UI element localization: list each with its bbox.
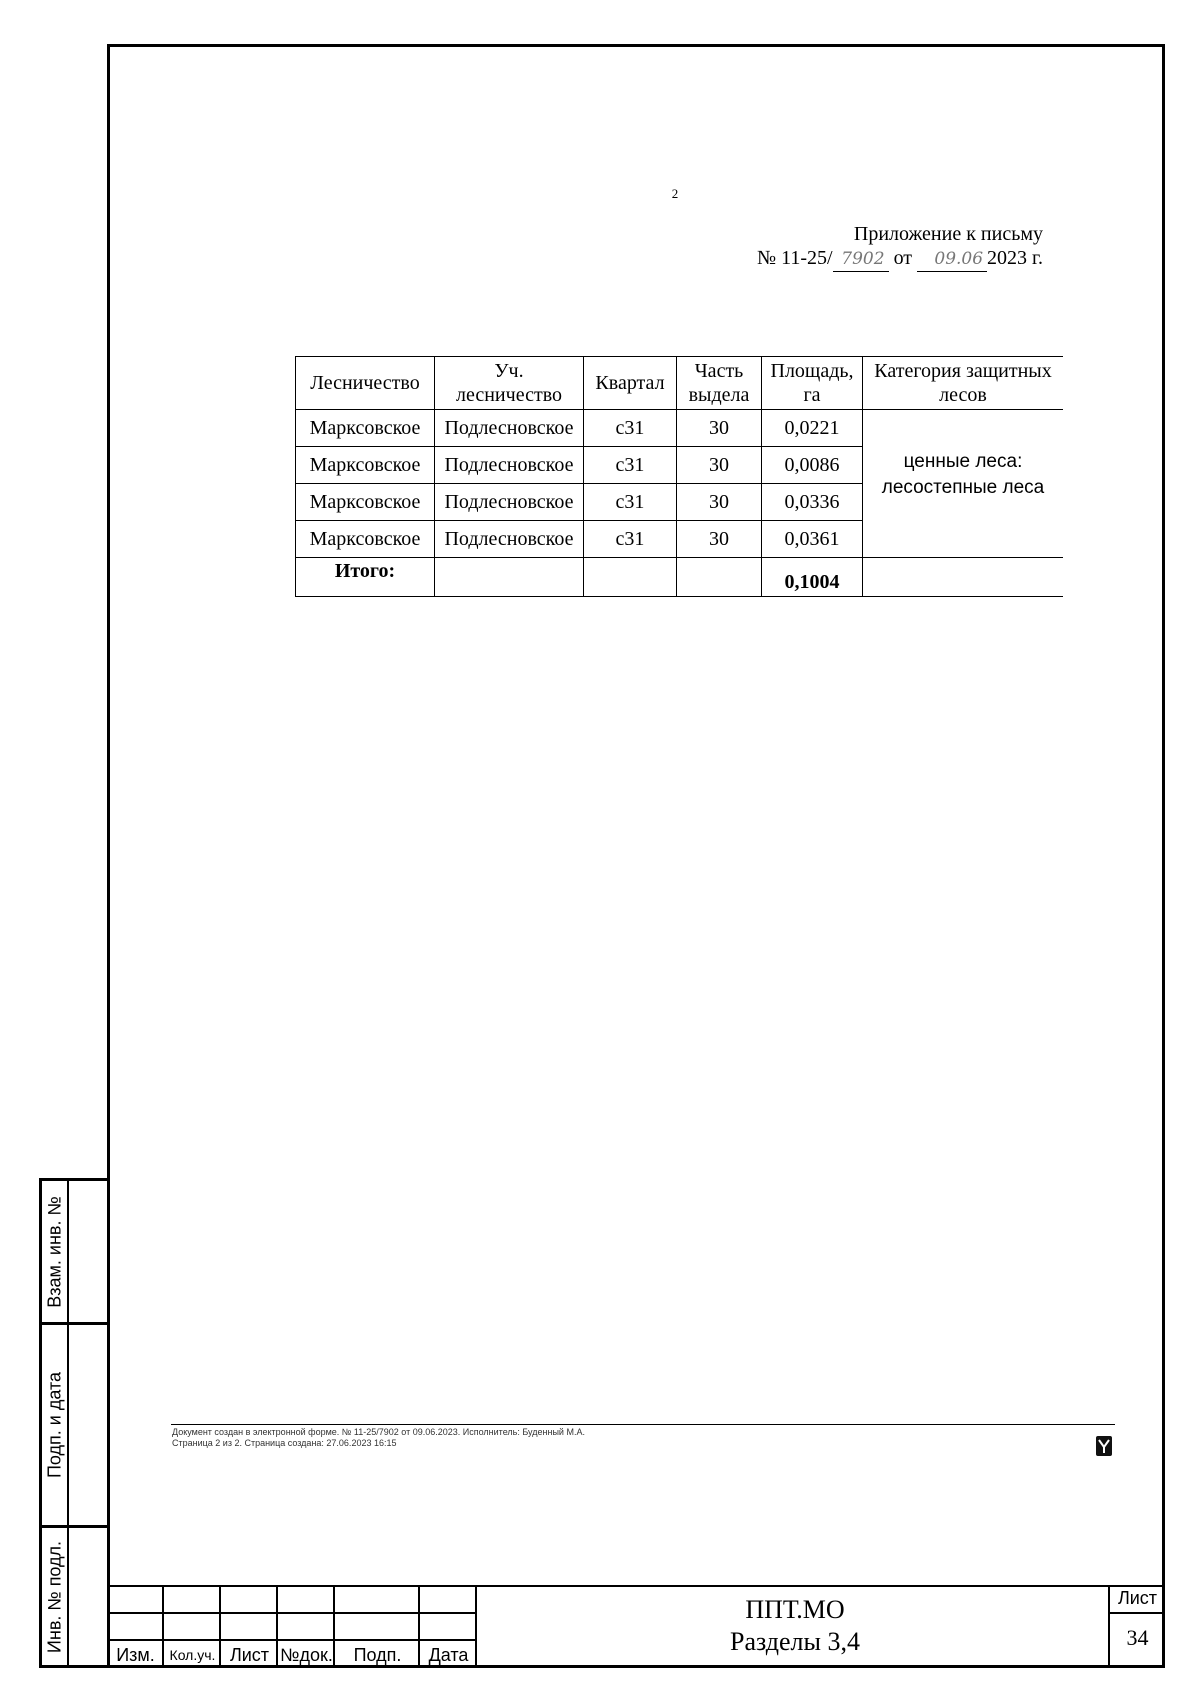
cell-subcompartment: 30 (677, 484, 762, 521)
title-block (107, 1585, 1165, 1668)
header-area: Площадь, га (762, 357, 863, 410)
side-cell-podp-data (39, 1325, 107, 1528)
appendix-header (757, 222, 1043, 272)
side-label-podp-data: Подп. и дата (44, 1371, 64, 1479)
cell-district-forestry: Подлесновское (435, 410, 584, 447)
document-stamp-icon (1096, 1436, 1112, 1456)
document-sections: Разделы 3,4 (729, 1627, 860, 1656)
col-label-kol-uch: Кол.уч. (169, 1647, 216, 1663)
handwritten-number: 7902 (833, 247, 889, 272)
cell-area: 0,0221 (762, 410, 863, 447)
table-total-row (296, 558, 1064, 597)
cell-forestry: Марксовское (296, 410, 435, 447)
cell-quarter: с31 (584, 410, 677, 447)
col-label-data: Дата (428, 1645, 469, 1665)
col-label-ndok: №док. (280, 1645, 333, 1665)
letter-year: 2023 г. (987, 247, 1043, 269)
cell-forestry: Марксовское (296, 447, 435, 484)
header-forestry: Лесничество (296, 357, 435, 410)
electronic-document-note (172, 1427, 585, 1449)
footer-line-1: Документ создан в электронной форме. № 11-25/7902 от 09.06.2023. Исполнитель: Буденный М.А. (172, 1427, 585, 1437)
total-empty-cell (435, 558, 584, 597)
cell-district-forestry: Подлесновское (435, 447, 584, 484)
sheet-label: Лист (1117, 1588, 1158, 1608)
forest-plots-table (295, 356, 1063, 597)
table-header-row (296, 357, 1064, 410)
from-word: от (893, 247, 913, 269)
col-label-izm: Изм. (116, 1645, 155, 1665)
total-empty-cell (677, 558, 762, 597)
header-protective-category: Категория защитных лесов (863, 357, 1064, 410)
handwritten-date: 09.06 (917, 247, 987, 272)
col-label-list: Лист (229, 1645, 270, 1665)
total-empty-cell (863, 558, 1064, 597)
header-subcompartment: Часть выдела (677, 357, 762, 410)
cell-quarter: с31 (584, 447, 677, 484)
cell-quarter: с31 (584, 484, 677, 521)
document-code: ППТ.МО (745, 1595, 845, 1624)
side-label-vzam: Взам. инв. № (44, 1195, 64, 1308)
table-row (296, 410, 1064, 447)
cell-district-forestry: Подлесновское (435, 521, 584, 558)
header-district-forestry: Уч. лесничество (435, 357, 584, 410)
appendix-title: Приложение к письму (853, 223, 1043, 245)
appendix-reference (757, 246, 1043, 272)
total-area: 0,1004 (762, 558, 863, 597)
page-number: 2 (671, 186, 679, 201)
sheet-divider-line (1110, 1612, 1165, 1614)
side-cell-vzam (39, 1178, 107, 1325)
total-empty-cell (584, 558, 677, 597)
cell-protective-category: ценные леса: лесостепные леса (863, 410, 1064, 558)
cell-subcompartment: 30 (677, 447, 762, 484)
cell-area: 0,0336 (762, 484, 863, 521)
cell-quarter: с31 (584, 521, 677, 558)
header-quarter: Квартал (584, 357, 677, 410)
footer-divider (171, 1424, 1115, 1425)
sheet-number: 34 (1126, 1625, 1149, 1650)
total-label: Итого: (296, 558, 435, 597)
cell-forestry: Марксовское (296, 484, 435, 521)
cell-subcompartment: 30 (677, 521, 762, 558)
cell-subcompartment: 30 (677, 410, 762, 447)
cell-area: 0,0086 (762, 447, 863, 484)
cell-area: 0,0361 (762, 521, 863, 558)
side-cell-inv-podl (39, 1528, 107, 1668)
col-label-podp: Подп. (353, 1645, 402, 1665)
footer-line-2: Страница 2 из 2. Страница создана: 27.06.2023 16:15 (172, 1438, 397, 1448)
cell-district-forestry: Подлесновское (435, 484, 584, 521)
cell-forestry: Марксовское (296, 521, 435, 558)
side-label-inv-podl: Инв. № подл. (44, 1540, 64, 1653)
letter-number-prefix: № 11-25/ (757, 247, 833, 269)
